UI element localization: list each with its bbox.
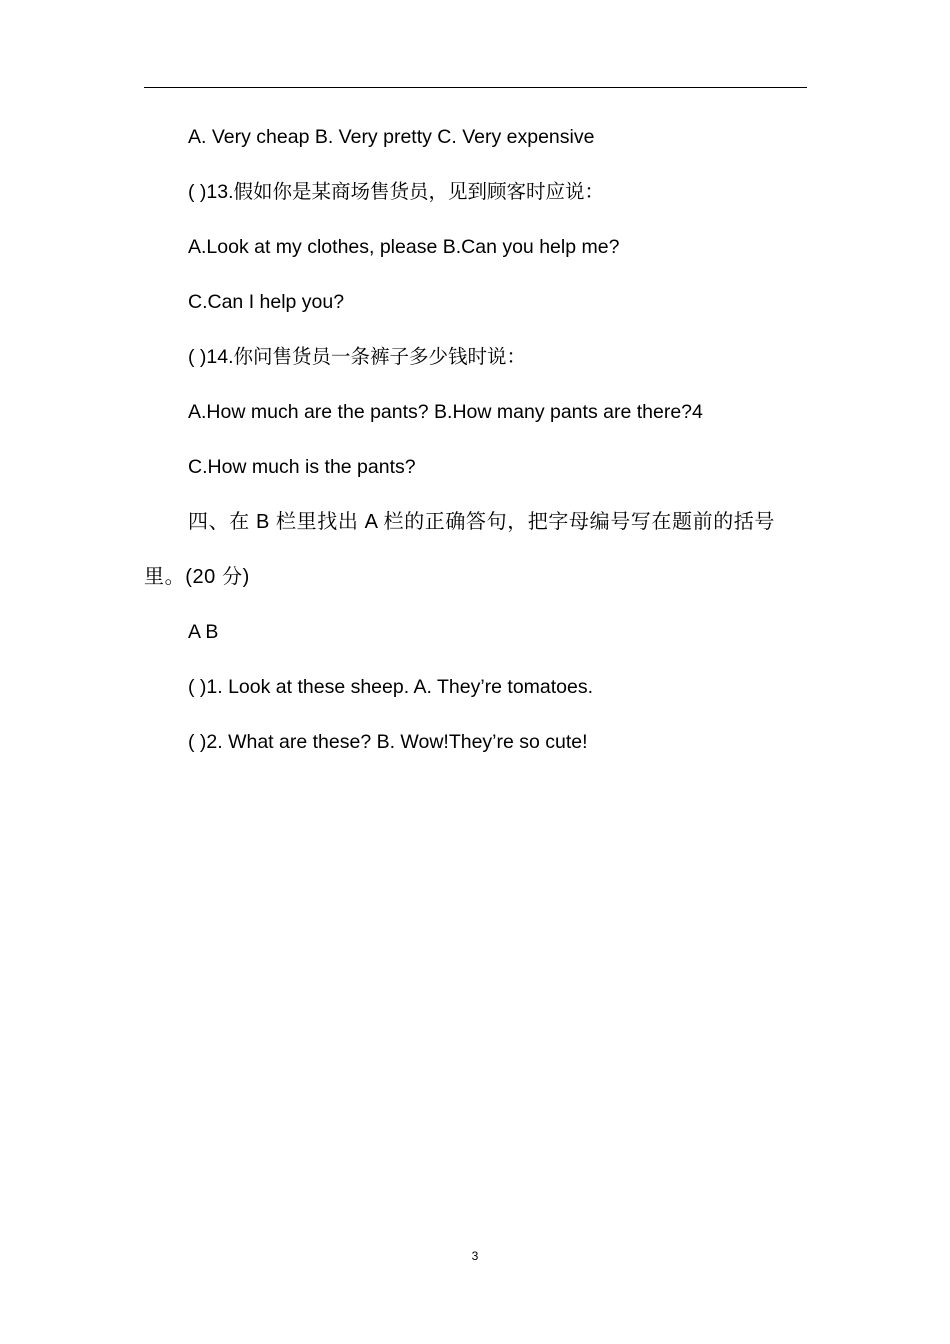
question-13: ( )13.假如你是某商场售货员，见到顾客时应说： bbox=[188, 181, 605, 203]
matching-item-2: ( )2. What are these? B. Wow!They’re so cute! bbox=[188, 731, 588, 753]
column-header: A B bbox=[188, 621, 219, 643]
section-four-heading: 四、在 B 栏里找出 A 栏的正确答句，把字母编号写在题前的括号里。(20 分) bbox=[144, 511, 776, 588]
options-q13-c: C.Can I help you? bbox=[188, 291, 345, 313]
question-14: ( )14.你问售货员一条裤子多少钱时说： bbox=[188, 346, 527, 368]
page-number: 3 bbox=[471, 1249, 479, 1263]
matching-item-1: ( )1. Look at these sheep. A. They’re tomatoes. bbox=[188, 676, 594, 698]
document-body bbox=[144, 110, 807, 770]
header-rule bbox=[144, 87, 807, 88]
options-q14-c: C.How much is the pants? bbox=[188, 456, 416, 478]
options-q13-ab: A.Look at my clothes, please B.Can you help me? bbox=[188, 236, 620, 258]
options-q14-ab: A.How much are the pants? B.How many pants are there?4 bbox=[188, 401, 703, 423]
options-q12: A. Very cheap B. Very pretty C. Very expensive bbox=[188, 126, 595, 148]
